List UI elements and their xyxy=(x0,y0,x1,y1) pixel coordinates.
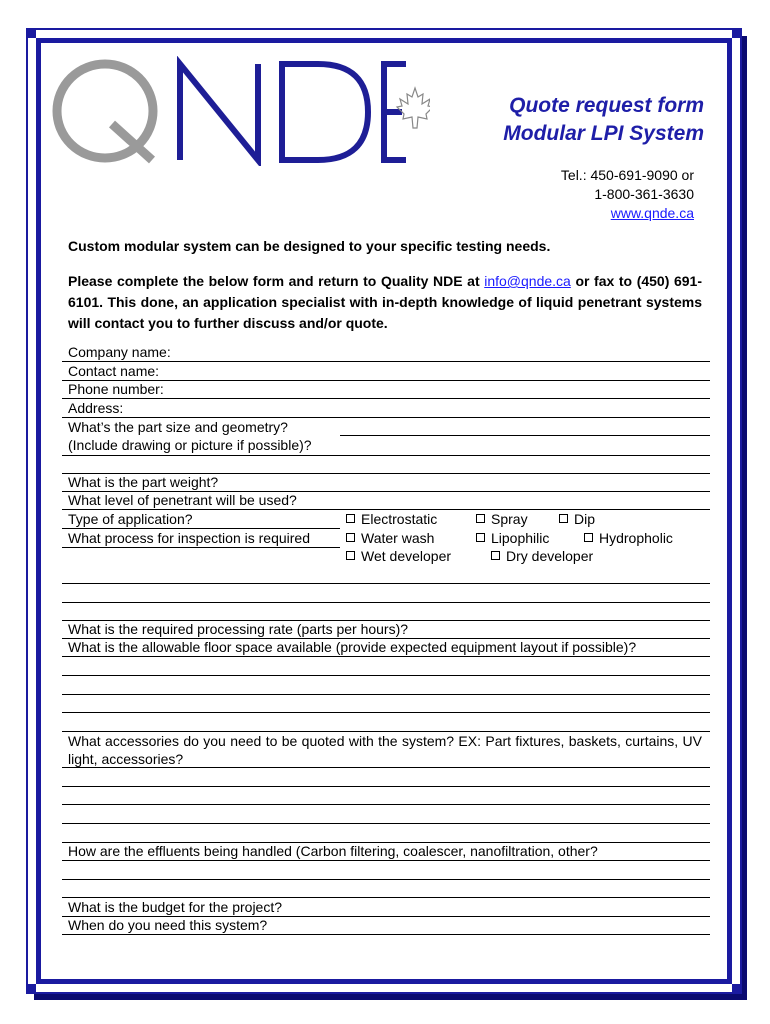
telephone-line-1: Tel.: 450-691-9090 or xyxy=(560,167,694,183)
answer-line[interactable] xyxy=(62,767,710,768)
instructions-text-before: Please complete the below form and return to Quality NDE at xyxy=(68,273,485,289)
accessories-question: What accessories do you need to be quoted with the system? EX: Part fixtures, baskets, curtains, UV light, accessories? xyxy=(68,733,702,767)
title-line-1: Quote request form xyxy=(509,94,704,117)
answer-line xyxy=(62,547,340,548)
maple-leaf-icon xyxy=(397,88,430,128)
answer-line[interactable] xyxy=(62,694,710,695)
part-size-question: What’s the part size and geometry? xyxy=(68,419,288,435)
intro-line: Custom modular system can be designed to your specific testing needs. xyxy=(68,238,551,254)
hydrophilic-checkbox[interactable] xyxy=(584,529,673,547)
application-type-question: Type of application? xyxy=(68,511,193,527)
water-wash-label: Water wash xyxy=(361,530,435,546)
lipophilic-label: Lipophilic xyxy=(491,530,550,546)
wet-developer-checkbox[interactable] xyxy=(346,547,451,565)
answer-line[interactable] xyxy=(62,712,710,713)
answer-line[interactable] xyxy=(62,879,710,880)
processing-rate-field[interactable]: What is the required processing rate (parts per hours)? xyxy=(62,620,710,639)
company-name-field[interactable]: Company name: xyxy=(62,343,710,362)
answer-line[interactable] xyxy=(62,602,710,603)
website-link[interactable]: www.qnde.ca xyxy=(610,205,694,221)
effluents-field[interactable]: How are the effluents being handled (Carbon filtering, coalescer, nanofiltration, other? xyxy=(62,842,710,861)
checkbox-icon xyxy=(346,551,355,560)
border-corner xyxy=(732,30,740,38)
contact-name-field[interactable]: Contact name: xyxy=(62,362,710,381)
answer-line[interactable] xyxy=(62,823,710,824)
dry-developer-checkbox[interactable] xyxy=(491,547,593,565)
checkbox-icon xyxy=(476,514,485,523)
answer-line[interactable] xyxy=(62,786,710,787)
part-size-answer-line[interactable] xyxy=(340,435,710,436)
hydrophilic-label: Hydropholic xyxy=(599,530,673,546)
dip-label: Dip xyxy=(574,511,596,527)
email-link[interactable]: info@qnde.ca xyxy=(484,273,571,289)
title-line-2: Modular LPI System xyxy=(503,122,704,145)
border-corner xyxy=(28,984,36,992)
phone-number-field[interactable]: Phone number: xyxy=(62,380,710,399)
answer-line[interactable] xyxy=(62,675,710,676)
checkbox-icon xyxy=(584,533,593,542)
spray-label: Spray xyxy=(491,511,528,527)
instructions-text-after: or fax to (450) 691-6101. This done, an application specialist with in-depth knowledge of liquid penetrant systems will contact you to further discuss and/or quote. xyxy=(68,273,702,331)
contact-info xyxy=(470,166,694,223)
instructions-paragraph xyxy=(68,271,702,334)
part-weight-field[interactable]: What is the part weight? xyxy=(62,473,710,492)
answer-line[interactable] xyxy=(62,455,710,456)
border-corner xyxy=(732,984,740,992)
page-border-shadow-right xyxy=(742,36,747,1000)
checkbox-icon xyxy=(476,533,485,542)
spray-checkbox[interactable] xyxy=(476,510,528,528)
inspection-process-question: What process for inspection is required xyxy=(68,530,310,546)
border-corner xyxy=(28,30,36,38)
wet-developer-label: Wet developer xyxy=(361,548,452,564)
answer-line xyxy=(62,528,340,529)
part-size-hint: (Include drawing or picture if possible)? xyxy=(68,437,312,453)
water-wash-checkbox[interactable] xyxy=(346,529,434,547)
answer-line[interactable] xyxy=(62,583,710,584)
floor-space-field[interactable]: What is the allowable floor space available (provide expected equipment layout if possible)? xyxy=(62,638,710,657)
checkbox-icon xyxy=(491,551,500,560)
penetrant-level-field[interactable]: What level of penetrant will be used? xyxy=(62,491,710,510)
electrostatic-label: Electrostatic xyxy=(361,511,438,527)
checkbox-icon xyxy=(346,514,355,523)
lipophilic-checkbox[interactable] xyxy=(476,529,549,547)
page-border-shadow-bottom xyxy=(34,994,747,1000)
checkbox-icon xyxy=(559,514,568,523)
dry-developer-label: Dry developer xyxy=(506,548,594,564)
qnde-logo xyxy=(50,56,430,166)
dip-checkbox[interactable] xyxy=(559,510,595,528)
checkbox-icon xyxy=(346,533,355,542)
form-title xyxy=(470,92,704,148)
budget-field[interactable]: What is the budget for the project? xyxy=(62,898,710,917)
address-field[interactable]: Address: xyxy=(62,399,710,418)
when-needed-field[interactable]: When do you need this system? xyxy=(62,916,710,935)
telephone-line-2: 1-800-361-3630 xyxy=(594,186,694,202)
answer-line[interactable] xyxy=(62,804,710,805)
electrostatic-checkbox[interactable] xyxy=(346,510,437,528)
